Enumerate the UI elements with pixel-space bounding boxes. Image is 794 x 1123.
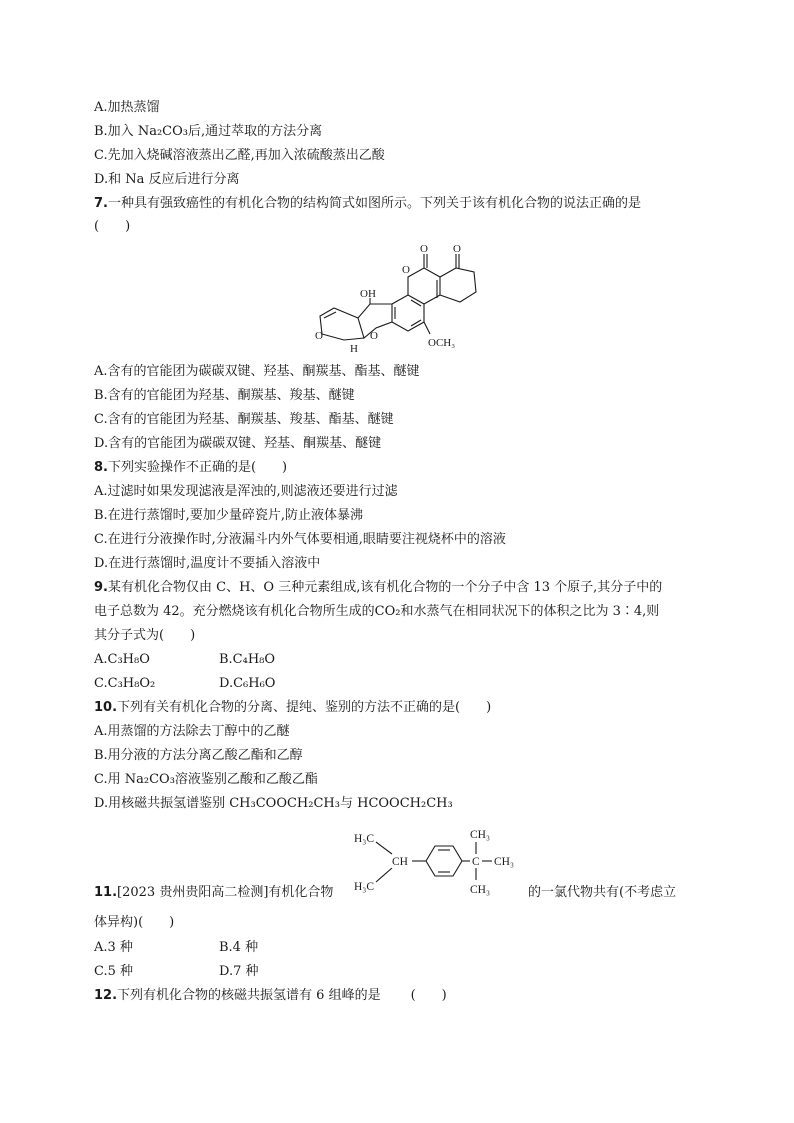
q10-stem [94,699,491,717]
q8-number: 8. [94,460,108,475]
q12-paren: ( ) [410,988,447,1003]
q9-number: 9. [94,580,108,595]
q8-option-c: C.在进行分液操作时,分液漏斗内外气体要相通,眼睛要注视烧杯中的溶液 [94,532,506,547]
q8-option-d: D.在进行蒸馏时,温度计不要插入溶液中 [94,556,321,571]
q7-label-o-mid: O [370,330,378,342]
q6-option-c: C.先加入烧碱溶液蒸出乙醛,再加入浓硫酸蒸出乙酸 [94,148,385,163]
q10-option-b: B.用分液的方法分离乙酸乙酯和乙醇 [94,748,303,763]
q11-structure-diagram [352,822,524,904]
q11-label-ch3-bottom: CH₃ [470,884,490,896]
q9-stem-line1 [94,579,662,597]
q7-label-o-ring: O [402,264,410,276]
q8-stem [94,459,287,477]
q7-label-o-left: O [315,330,323,342]
q11-label-ch: CH [392,856,408,868]
q9-option-d: D.C₆H₆O [219,676,276,691]
q10-number: 10. [94,700,118,715]
q11-number: 11. [94,885,118,900]
q7-label-h: H [350,343,358,355]
q11-label-ch3-right: CH₃ [494,856,514,868]
q6-option-b: B.加入 Na₂CO₃后,通过萃取的方法分离 [94,124,323,139]
q7-label-o-top1: O [420,243,428,255]
q7-option-a: A.含有的官能团为碳碳双键、羟基、酮羰基、酯基、醚键 [94,364,420,379]
q9-stem-text1: 某有机化合物仅由 C、H、O 三种元素组成,该有机化合物的一个分子中含 13 个原子,其分子中的 [107,580,663,595]
q8-option-b: B.在进行蒸馏时,要加少量碎瓷片,防止液体暴沸 [94,508,363,523]
q11-option-b: B.4 种 [219,940,259,955]
q10-option-a: A.用蒸馏的方法除去丁醇中的乙醚 [94,724,290,739]
q11-options-row1 [94,939,394,957]
q11-stem-post: 的一氯代物共有(不考虑立 [528,885,677,900]
q11-stem-line2: 体异构)( ) [94,915,175,930]
q8-stem-text: 下列实验操作不正确的是( ) [107,460,288,475]
q11-label-c: C [472,856,480,868]
q9-options-row1 [94,651,394,669]
q11-stem-pre-text: [2023 贵州贵阳高二检测]有机化合物 [117,885,334,900]
q9-option-b: B.C₄H₈O [219,652,276,667]
q11-option-a: A.3 种 [94,940,133,955]
q12-stem [94,987,447,1005]
q10-option-c: C.用 Na₂CO₃溶液鉴别乙酸和乙酸乙酯 [94,772,318,787]
q11-option-c: C.5 种 [94,964,134,979]
q11-stem-pre [94,884,333,902]
q11-option-d: D.7 种 [219,964,259,979]
q11-options-row2 [94,963,394,981]
q10-stem-text: 下列有关有机化合物的分离、提纯、鉴别的方法不正确的是( ) [117,700,492,715]
q7-structure-diagram [300,240,500,358]
q9-stem-line3: 其分子式为( ) [94,628,196,643]
q7-option-d: D.含有的官能团为碳碳双键、羟基、酮羰基、醚键 [94,436,382,451]
q11-label-h3c-top: H₃C [354,833,374,845]
q6-option-d: D.和 Na 反应后进行分离 [94,172,240,187]
q12-number: 12. [94,988,118,1003]
q10-option-d: D.用核磁共振氢谱鉴别 CH₃COOCH₂CH₃与 HCOOCH₂CH₃ [94,796,453,811]
q7-number: 7. [94,196,108,211]
q9-option-a: A.C₃H₈O [94,652,150,667]
q7-label-oh: OH [360,288,376,300]
q9-option-c: C.C₃H₈O₂ [94,676,156,691]
q9-stem-line2: 电子总数为 42。充分燃烧该有机化合物所生成的CO₂和水蒸气在相同状况下的体积之比为 3∶4,则 [94,604,660,619]
q7-label-o-top2: O [453,243,461,255]
q7-paren: ( ) [94,219,131,234]
q7-stem-text: 一种具有强致癌性的有机化合物的结构简式如图所示。下列关于该有机化合物的说法正确的是 [107,196,641,211]
q9-options-row2 [94,675,394,693]
q11-label-h3c-bottom: H₃C [354,881,374,893]
q11-label-ch3-top: CH₃ [470,829,490,841]
q6-option-a: A.加热蒸馏 [94,100,160,115]
q7-option-b: B.含有的官能团为羟基、酮羰基、羧基、醚键 [94,388,355,403]
q8-option-a: A.过滤时如果发现滤液是浑浊的,则滤液还要进行过滤 [94,484,398,499]
q7-label-och3: OCH₃ [428,337,456,349]
q12-stem-text: 下列有机化合物的核磁共振氢谱有 6 组峰的是 [117,988,381,1003]
q7-option-c: C.含有的官能团为羟基、酮羰基、羧基、酯基、醚键 [94,412,394,427]
q7-stem [94,195,641,213]
